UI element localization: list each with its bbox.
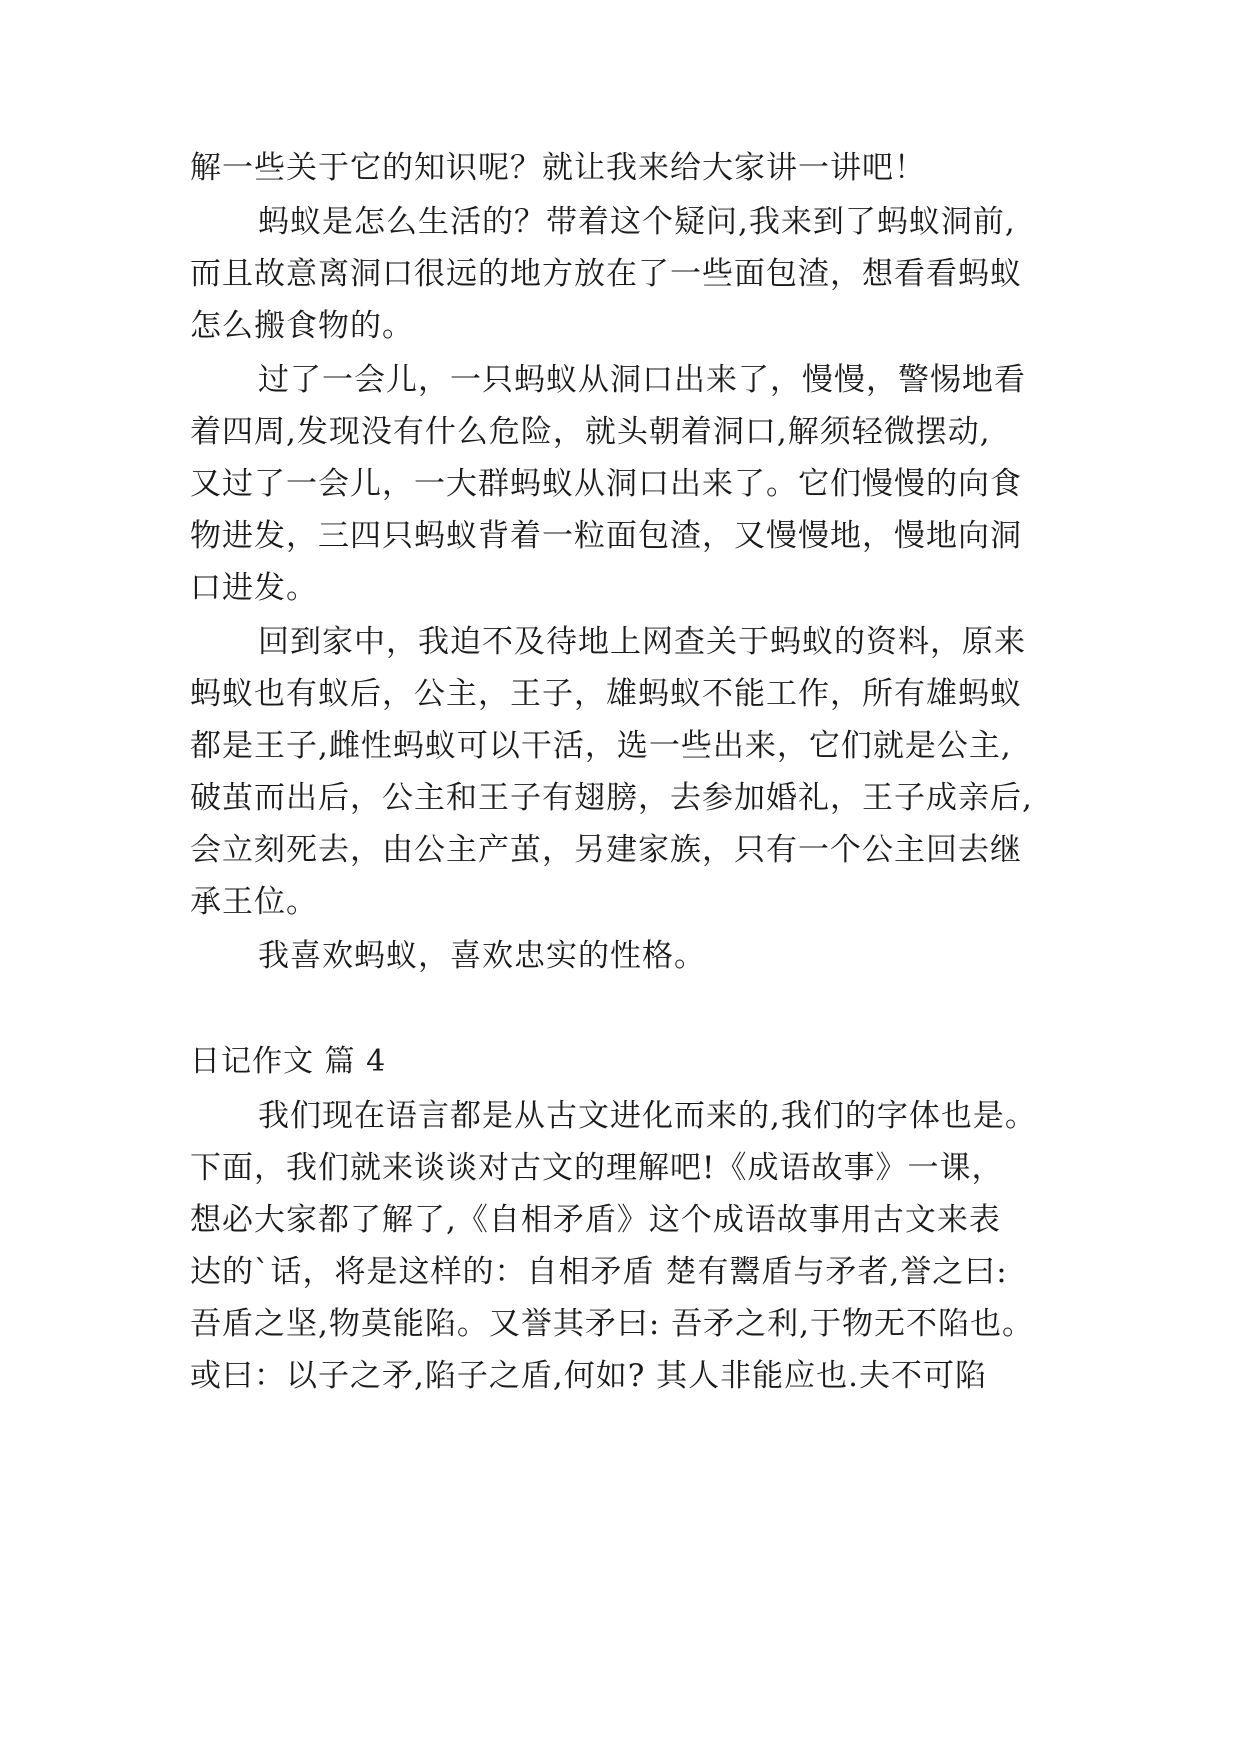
paragraph-line: 而且故意离洞口很远的地方放在了一些面包渣，想看看蚂蚁 — [190, 256, 1022, 292]
paragraph-line: 蚂蚁也有蚁后，公主，王子，雄蚂蚁不能工作，所有雄蚂蚁 — [190, 676, 1022, 712]
paragraph-line: 达的`话，将是这样的：自相矛盾 楚有鬻盾与矛者,誉之曰: — [190, 1254, 1008, 1290]
paragraph-line: 蚂蚁是怎么生活的？带着这个疑问,我来到了蚂蚁洞前, — [258, 204, 1016, 240]
paragraph-line: 我们现在语言都是从古文进化而来的,我们的字体也是。 — [258, 1098, 1037, 1134]
paragraph-line: 解一些关于它的知识呢？就让我来给大家讲一讲吧！ — [190, 150, 926, 186]
paragraph-line: 口进发。 — [190, 570, 318, 606]
paragraph-line: 都是王子,雌性蚂蚁可以干活，选一些出来，它们就是公主, — [190, 728, 1012, 764]
section-heading: 日记作文 篇 4 — [190, 1044, 387, 1079]
paragraph-line: 过了一会儿，一只蚂蚁从洞口出来了，慢慢，警惕地看 — [258, 362, 1026, 398]
paragraph-line: 又过了一会儿，一大群蚂蚁从洞口出来了。它们慢慢的向食 — [190, 466, 1022, 502]
paragraph-line: 会立刻死去，由公主产茧，另建家族，只有一个公主回去继 — [190, 832, 1022, 868]
paragraph-line: 下面，我们就来谈谈对古文的理解吧!《成语故事》一课， — [190, 1150, 1004, 1186]
paragraph-line: 着四周,发现没有什么危险，就头朝着洞口,解须轻微摆动, — [190, 414, 991, 450]
paragraph-line: 怎么搬食物的。 — [190, 308, 414, 344]
paragraph-line: 吾盾之坚,物莫能陷。又誉其矛曰: 吾矛之利,于物无不陷也。 — [190, 1306, 1035, 1342]
paragraph-line: 破茧而出后，公主和王子有翅膀，去参加婚礼，王子成亲后, — [190, 780, 1033, 816]
paragraph-line: 想必大家都了解了,《自相矛盾》这个成语故事用古文来表 — [190, 1202, 1001, 1238]
paragraph-line: 或曰：以子之矛,陷子之盾,何如? 其人非能应也.夫不可陷 — [190, 1358, 988, 1394]
paragraph-line: 回到家中，我迫不及待地上网查关于蚂蚁的资料，原来 — [258, 624, 1026, 660]
paragraph-line: 我喜欢蚂蚁，喜欢忠实的性格。 — [258, 938, 706, 974]
paragraph-line: 承王位。 — [190, 884, 318, 920]
paragraph-line: 物进发，三四只蚂蚁背着一粒面包渣，又慢慢地，慢地向洞 — [190, 518, 1022, 554]
